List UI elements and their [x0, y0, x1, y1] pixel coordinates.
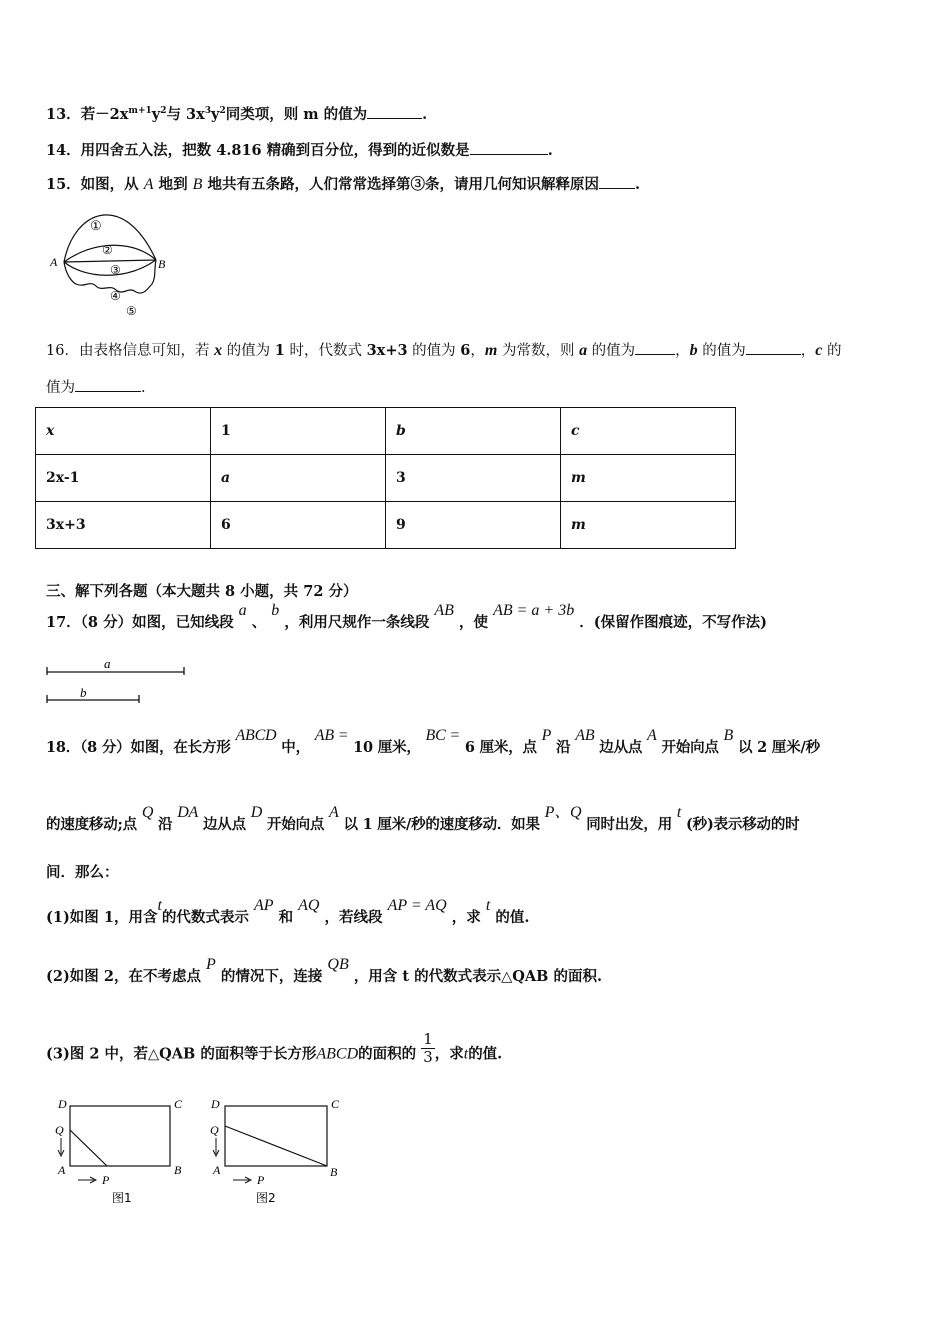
q17-text: 17．（8 分）如图，已知线段 [46, 614, 234, 631]
q18-text: 以 1 厘米/秒的速度移动．如果 [343, 816, 540, 833]
q18-text: 的面积的 [358, 1045, 417, 1063]
q16-var: x [214, 342, 223, 359]
q18-text: ，用含 t 的代数式表示△QAB 的面积. [353, 968, 602, 985]
q18-text: 沿 [158, 816, 173, 833]
q18-text: 边从点 [599, 739, 643, 756]
q18-text: 开始向点 [661, 739, 719, 756]
q17-var: a [238, 602, 247, 619]
q18-text: 的值. [495, 909, 530, 926]
road-label-3: ③ [110, 263, 121, 277]
question-18-part3 [46, 1030, 503, 1072]
q18-var: AB = [314, 727, 349, 744]
q13-exp: 2 [160, 106, 167, 117]
question-18-line2 [46, 804, 800, 834]
q18-var: t [157, 897, 162, 914]
question-15 [46, 173, 640, 194]
table-row [36, 455, 736, 502]
q17-text: ．(保留作图痕迹，不写作法) [579, 614, 767, 631]
q18-text: 18．（8 分）如图，在长方形 [46, 739, 231, 756]
fraction-denominator: 3 [423, 1048, 433, 1066]
q13-number: 13． [46, 106, 81, 123]
q15-var: A [143, 176, 154, 193]
q16-text: 的值为 [697, 343, 746, 359]
q13-text: 若－2x [80, 106, 129, 123]
q18-var: QB [327, 956, 349, 973]
segment-qp [70, 1130, 107, 1166]
q15-text: 15．如图，从 [46, 176, 144, 193]
segment-a-label: a [104, 656, 111, 671]
label-b: B [330, 1165, 338, 1179]
q16-end: . [141, 380, 146, 396]
q16-text: 为常数，则 [497, 343, 580, 359]
q18-var: t [463, 1045, 469, 1063]
point-a-label: A [50, 255, 58, 269]
road-label-5: ⑤ [126, 304, 137, 318]
q16-text: 16．由表格信息可知，若 [46, 343, 215, 359]
road-3 [64, 260, 156, 262]
q16-val: 6 [460, 342, 471, 359]
segments-figure [44, 655, 194, 707]
q16-text: 的 [822, 343, 842, 359]
q18-text: 6 厘米，点 [464, 739, 537, 756]
segment-b-label: b [80, 685, 87, 700]
q18-var: D [250, 804, 263, 821]
q16-var: m [484, 342, 498, 359]
label-q: Q [55, 1123, 64, 1137]
question-18-part1 [46, 897, 530, 927]
q18-var: P、Q [544, 804, 582, 821]
figure-caption: 图1 [112, 1191, 132, 1205]
section-title: 三、解下列各题（本大题共 8 小题，共 72 分） [46, 583, 358, 600]
q18-text: 10 厘米， [353, 739, 421, 756]
label-a: A [58, 1163, 66, 1177]
q18-text: 的代数式表示 [161, 909, 249, 926]
q18-text: ，求 [434, 1045, 464, 1063]
q18-var: AB [575, 727, 595, 744]
q18-var: t [676, 804, 682, 821]
table-cell: a [211, 455, 386, 502]
q15-text: 地到 [153, 176, 193, 193]
answer-blank[interactable] [599, 176, 635, 189]
q18-var: t [485, 897, 491, 914]
q18-text: 边从点 [203, 816, 246, 833]
answer-blank[interactable] [746, 342, 801, 355]
question-18-part2 [46, 956, 602, 986]
q13-text: 与 3x [166, 106, 205, 123]
q18-var: ABCD [235, 727, 277, 744]
q17-text: ，利用尺规作一条线段 [284, 614, 430, 631]
q18-text: 同时出发，用 [586, 816, 673, 833]
q18-var: BC = [425, 727, 460, 744]
q16-text: 的值为 [407, 343, 461, 359]
figure-1 [55, 1097, 183, 1205]
q18-var: P [206, 956, 216, 973]
figure-caption: 图2 [256, 1191, 276, 1205]
q13-exp: m+1 [128, 106, 152, 117]
rectangle-figures [50, 1092, 350, 1212]
answer-blank[interactable] [75, 379, 141, 392]
q18-text: (3)图 2 中，若△QAB 的面积等于长方形 [46, 1045, 317, 1063]
q16-text: 值为 [46, 380, 75, 396]
question-14 [46, 139, 553, 160]
five-roads-figure [44, 200, 184, 325]
value-table [35, 407, 736, 549]
q16-var: a [579, 342, 588, 359]
q13-exp: 3 [204, 106, 212, 117]
q18-text: ，求 [451, 909, 481, 926]
q15-text: 地共有五条路，人们常常选择第③条，请用几何知识解释原因 [202, 176, 599, 193]
answer-blank[interactable] [470, 142, 548, 155]
answer-blank[interactable] [635, 342, 675, 355]
q16-text: 时，代数式 [284, 343, 367, 359]
q18-var: ABCD [316, 1045, 359, 1063]
label-q: Q [210, 1123, 219, 1137]
q18-text: (秒)表示移动的时 [686, 816, 800, 833]
q14-text: 14．用四舍五入法，把数 4.816 精确到百分位，得到的近似数是 [46, 142, 470, 159]
q16-expr: 3x+3 [366, 342, 408, 359]
fraction-one-third [421, 1031, 435, 1066]
q18-text: 中， [281, 739, 310, 756]
q13-text: y [211, 106, 220, 123]
question-16 [46, 339, 842, 360]
question-16-line2 [46, 376, 146, 397]
q18-text: 的情况下，连接 [220, 968, 323, 985]
q13-text: y [151, 106, 161, 123]
q18-var: DA [177, 804, 199, 821]
table-row [36, 502, 736, 549]
q16-text: ， [675, 343, 690, 359]
q18-var: P [541, 727, 552, 744]
q18-text: 开始向点 [266, 816, 325, 833]
table-cell: 9 [386, 502, 561, 549]
q18-var: AQ [298, 897, 320, 914]
label-c: C [331, 1097, 340, 1111]
q16-val: 1 [274, 342, 285, 359]
q17-text: ，使 [459, 614, 488, 631]
q18-var: A [329, 804, 339, 821]
label-c: C [174, 1097, 183, 1111]
q13-exp: 2 [219, 106, 226, 117]
q14-end: . [547, 142, 553, 159]
table-cell: m [561, 502, 736, 549]
road-label-4: ④ [110, 289, 121, 303]
table-cell: 3x+3 [36, 502, 211, 549]
label-p: P [102, 1173, 110, 1187]
q13-text: 同类项，则 m 的值为 [225, 106, 368, 123]
fraction-numerator: 1 [423, 1030, 433, 1048]
question-17 [46, 602, 767, 632]
question-13 [46, 103, 427, 124]
q18-var: Q [141, 804, 154, 821]
q18-text: (1)如图 1，用含 [46, 909, 158, 926]
q16-text: ， [470, 343, 485, 359]
table-row [36, 408, 736, 455]
point-b-label: B [158, 257, 166, 271]
segment-qb [225, 1126, 327, 1166]
q18-text: (2)如图 2，在不考虑点 [46, 968, 201, 985]
q16-text: 的值为 [222, 343, 275, 359]
q18-text: 和 [278, 909, 294, 926]
q18-text: 以 2 厘米/秒 [737, 739, 820, 756]
question-18 [46, 727, 820, 757]
road-label-2: ② [102, 243, 113, 257]
table-cell: m [561, 455, 736, 502]
q17-equation: AB = a + 3b [493, 602, 575, 619]
table-cell: 3 [386, 455, 561, 502]
q18-var: AP [253, 897, 274, 914]
q18-text: 沿 [556, 739, 571, 756]
table-cell: b [386, 408, 561, 455]
q16-var: b [689, 342, 698, 359]
q18-var: B [723, 727, 734, 744]
table-cell: 6 [211, 502, 386, 549]
q17-text: 、 [251, 614, 267, 631]
table-cell: 1 [211, 408, 386, 455]
label-a: A [213, 1163, 221, 1177]
q17-var: b [271, 602, 280, 619]
q16-text: 的值为 [587, 343, 636, 359]
label-d: D [211, 1097, 220, 1111]
q15-var: B [192, 176, 203, 193]
table-cell: 2x-1 [36, 455, 211, 502]
q18-equation: AP = AQ [387, 897, 447, 914]
label-p: P [257, 1173, 265, 1187]
q16-var: c [815, 342, 823, 359]
q18-text: 的速度移动;点 [46, 816, 137, 833]
q15-end: . [634, 176, 641, 193]
road-label-1: ① [90, 219, 102, 234]
q18-text: ，若线段 [324, 909, 383, 926]
q18-var: A [647, 727, 657, 744]
q17-var: AB [434, 602, 454, 619]
answer-blank[interactable] [367, 106, 422, 119]
table-cell: x [36, 408, 211, 455]
label-d: D [58, 1097, 67, 1111]
q13-end: . [422, 106, 428, 123]
table-cell: c [561, 408, 736, 455]
question-18-line3: 间．那么： [46, 864, 119, 881]
q18-text: 的值. [468, 1045, 503, 1063]
figure-2 [210, 1097, 340, 1205]
label-b: B [174, 1163, 182, 1177]
q16-text: ， [800, 343, 816, 359]
